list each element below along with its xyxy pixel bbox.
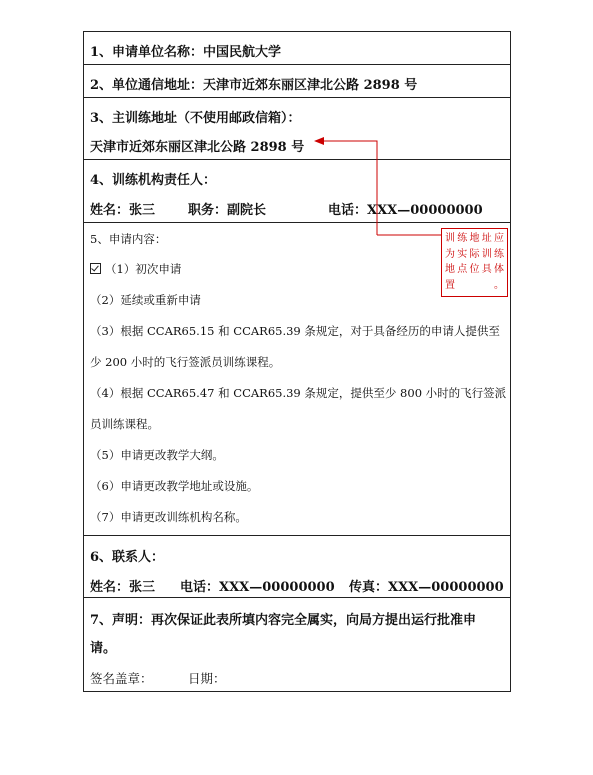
responsible-person-phone: 电话：XXX—00000000: [328, 203, 483, 218]
list-item: （6）申请更改教学地址或设施。: [90, 479, 259, 493]
training-address-note: 训练地址应为实际训练地点位具体置。: [441, 228, 508, 297]
section-2: [84, 65, 510, 98]
application-form: [83, 31, 511, 692]
responsible-person-title: 4、训练机构责任人：: [90, 173, 217, 188]
checked-box-icon: [90, 263, 101, 274]
list-item: （7）申请更改训练机构名称。: [90, 510, 247, 524]
declaration-line-1: 7、声明：再次保证此表所填内容完全属实，向局方提出运行批准申: [90, 613, 477, 628]
list-item: （1）初次申请: [90, 261, 181, 277]
section-7: [84, 598, 510, 693]
section-4: [84, 160, 510, 223]
contact-fax: 传真：XXX—00000000: [349, 580, 504, 595]
declaration-line-2: 请。: [90, 641, 117, 656]
responsible-person-position: 职务：副院长: [188, 203, 267, 218]
unit-name-line: 1、申请单位名称：中国民航大学: [90, 45, 282, 60]
section-1: [84, 32, 510, 65]
responsible-person-name: 姓名：张三: [90, 203, 156, 218]
section-3: [84, 98, 510, 160]
list-item: （2）延续或重新申请: [90, 293, 201, 307]
list-item: （3）根据 CCAR65.15 和 CCAR65.39 条规定，对于具备经历的申请人提供至: [90, 324, 500, 338]
list-item: （5）申请更改教学大纲。: [90, 448, 224, 462]
list-item-continued: 员训练课程。: [90, 417, 159, 431]
main-training-address-title: 3、主训练地址（不使用邮政信箱）：: [90, 111, 301, 126]
application-content-title: 5、申请内容：: [90, 232, 167, 246]
contact-name: 姓名：张三: [90, 580, 156, 595]
section-6: [84, 536, 510, 598]
list-item: （4）根据 CCAR65.47 和 CCAR65.39 条规定，提供至少 800 小时的飞行签派: [90, 386, 507, 400]
contact-phone: 电话：XXX—00000000: [180, 580, 335, 595]
contact-title: 6、联系人：: [90, 550, 165, 565]
main-training-address: 天津市近郊东丽区津北公路 2898 号: [90, 140, 305, 155]
date-label: 日期：: [188, 671, 226, 686]
signature-label: 签名盖章：: [90, 671, 153, 686]
list-item-continued: 少 200 小时的飞行签派员训练课程。: [90, 355, 281, 369]
mailing-address-line: 2、单位通信地址：天津市近郊东丽区津北公路 2898 号: [90, 78, 418, 93]
